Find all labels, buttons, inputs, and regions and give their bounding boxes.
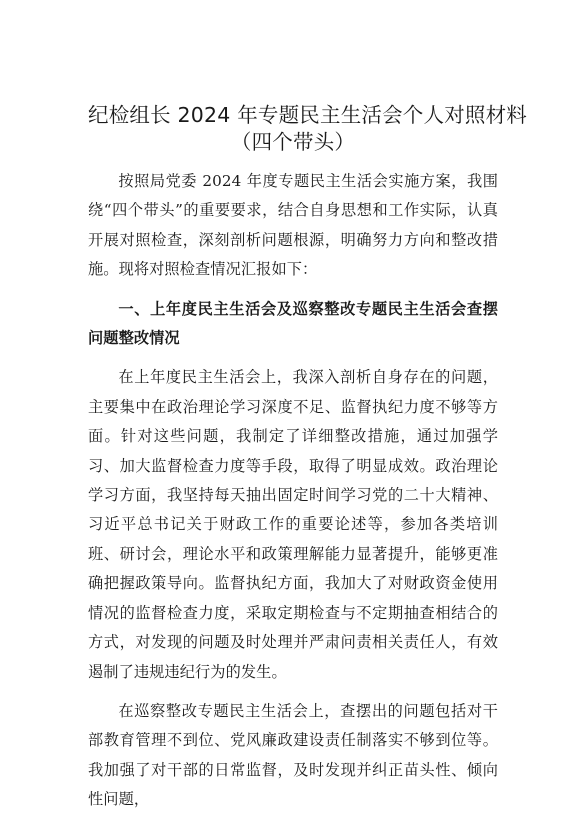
document-title: [88, 102, 528, 156]
section-heading-1: 一、上年度民主生活会及巡察整改专题民主生活会查摆问题整改情况: [88, 299, 498, 348]
body-paragraph-2: 在巡察整改专题民主生活会上，查摆出的问题包括对干部教育管理不到位、党风廉政建设责任制落实不够到位等。我加强了对干部的日常监督，及时发现并纠正苗头性、倾向性问题，: [88, 701, 498, 809]
document-body: [88, 167, 498, 815]
title-line-main: 纪检组长 2024 年专题民主生活会个人对照材料: [88, 103, 528, 127]
title-line-sub: （四个带头）: [230, 130, 356, 154]
body-paragraph-1: 在上年度民主生活会上，我深入剖析自身存在的问题，主要集中在政治理论学习深度不足、监督执纪力度不够等方面。针对这些问题，我制定了详细整改措施，通过加强学习、加大监督检查力度等手段，取得了明显成效。政治理论学习方面，我坚持每天抽出固定时间学习党的二十大精神、习近平总书记关于财政工作的重要论述等，参加各类培训班、研讨会，理论水平和政策理解能力显著提升，能够更准确把握政策导向。监督执纪方面，我加大了对财政资金使用情况的监督检查力度，采取定期检查与不定期抽查相结合的方式，对发现的问题及时处理并严肃问责相关责任人，有效遏制了违规违纪行为的发生。: [88, 368, 498, 681]
intro-paragraph: 按照局党委 2024 年度专题民主生活会实施方案，我围绕“四个带头”的重要要求，结合自身思想和工作实际，认真开展对照检查，深刻剖析问题根源，明确努力方向和整改措施。现将对照检查情况汇报如下：: [88, 172, 498, 279]
